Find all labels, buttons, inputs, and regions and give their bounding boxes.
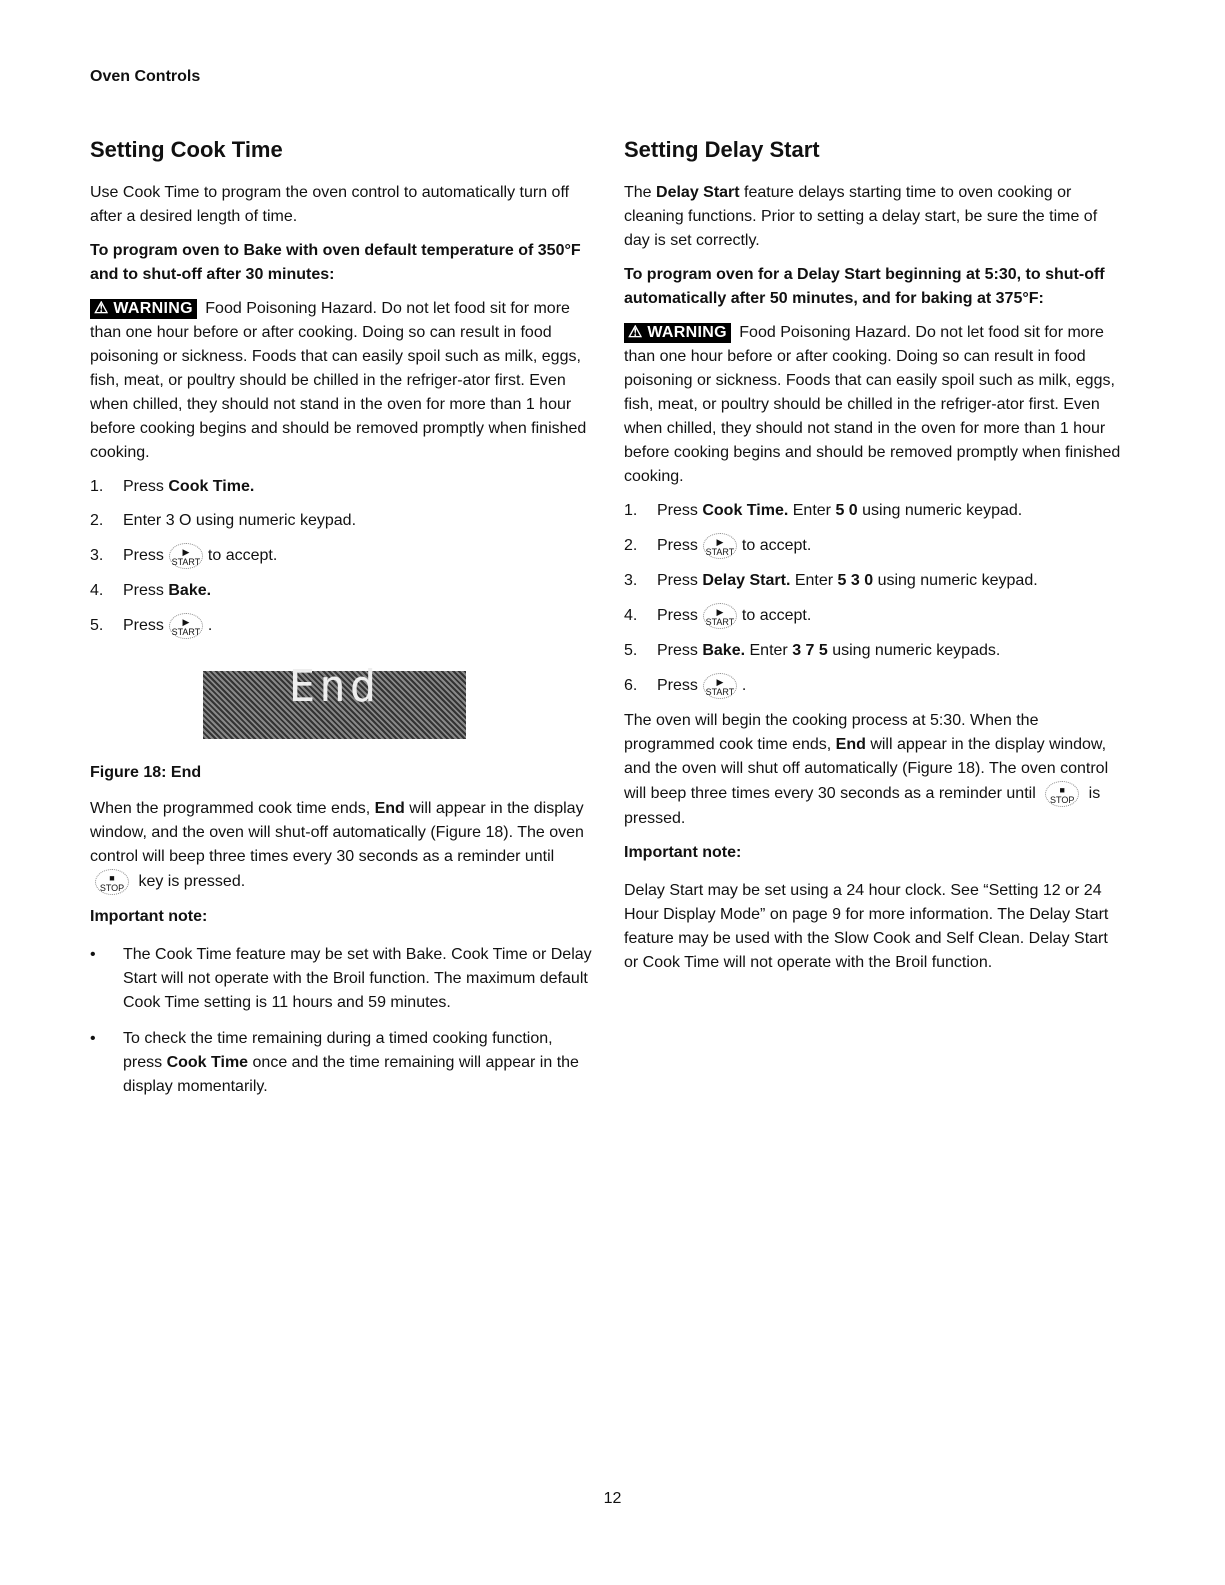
delay-start-section (624, 135, 1126, 985)
step-text: Press (123, 478, 164, 495)
start-key-icon: ▶ START (703, 533, 737, 559)
cook-time-section (90, 135, 595, 1111)
step-2 (90, 509, 595, 533)
warning-badge: ⚠ WARNING (90, 299, 197, 319)
important-note-heading: Important note: (90, 908, 208, 925)
warning-text: Food Poisoning Hazard. Do not let food sit for more than one hour before or after cooking. Doing so can result in food poisoning or sickness. Foods that can easily spoil such as milk, eggs, fish, meat, or poultry should be chilled in the refriger-ator first. Even when chilled, they should not stand in the oven for more than 1 hour before cooking begins and should be removed promptly when finished cooking. (624, 324, 1121, 485)
step-1 (90, 475, 595, 499)
list-item: • The Cook Time feature may be set with Bake. Cook Time or Delay Start will not operate with the Broil function. The maximum default Cook Time setting is 11 hours and 59 minutes. (90, 943, 595, 1015)
step-4: 4. Press ▶ START to accept. (624, 603, 1126, 629)
step-number: 4. (624, 607, 638, 624)
step-3: 3. Press Delay Start. Enter 5 3 0 using numeric keypad. (624, 569, 1126, 593)
cook-time-steps (90, 475, 595, 639)
step-number: 2. (90, 512, 104, 529)
start-key-icon: ▶ START (703, 603, 737, 629)
step-key-name: Cook Time. (168, 478, 255, 495)
delay-start-warning (624, 321, 1126, 489)
step-text-after: to accept. (207, 547, 278, 564)
step-5: 5. Press Bake. Enter 3 7 5 using numeric keypads. (624, 639, 1126, 663)
start-key-icon: ▶ START (169, 543, 203, 569)
cook-time-instruction: To program oven to Bake with oven default temperature of 350°F and to shut-off after 30 minutes: (90, 242, 581, 283)
step-key-name: Bake. (168, 582, 212, 599)
delay-start-intro: The Delay Start feature delays starting time to oven cooking or cleaning functions. Prior to setting a delay start, be sure the time of day is set correctly. (624, 184, 1098, 249)
step-number: 2. (624, 537, 638, 554)
step-number: 4. (90, 582, 104, 599)
step-number: 5. (624, 642, 638, 659)
step-text: Press (123, 547, 164, 564)
warning-text: Food Poisoning Hazard. Do not let food sit for more than one hour before or after cooking. Doing so can result in food poisoning or sickness. Foods that can easily spoil such as milk, eggs, fish, meat, or poultry should be chilled in the refriger-ator first. Even when chilled, they should not stand in the oven for more than 1 hour before cooking begins and should be removed promptly when finished cooking. (90, 300, 587, 461)
oven-display-figure (203, 661, 466, 739)
page-number: 12 (603, 1490, 622, 1507)
step-text-after: . (207, 617, 213, 634)
section-header: Oven Controls (90, 68, 201, 85)
step-3 (90, 543, 595, 569)
bullet-icon: • (90, 1030, 96, 1047)
delay-start-steps (624, 499, 1126, 699)
step-number: 1. (90, 478, 104, 495)
cook-time-title: Setting Cook Time (90, 137, 283, 162)
cook-time-end-paragraph: When the programmed cook time ends, End will appear in the display window, and the oven will shut-off automatically (Figure 18). The oven control will beep three times every 30 seconds as a reminder until ■ STOP key is pressed. (90, 800, 584, 893)
figure-caption: Figure 18: End (90, 764, 202, 781)
delay-start-title: Setting Delay Start (624, 137, 820, 162)
important-note-heading: Important note: (624, 844, 742, 861)
step-number: 3. (90, 547, 104, 564)
step-number: 3. (624, 572, 638, 589)
step-5 (90, 613, 595, 639)
start-key-icon: ▶ START (169, 613, 203, 639)
cook-time-warning (90, 297, 595, 465)
step-text: Press (123, 617, 164, 634)
delay-start-end-paragraph: The oven will begin the cooking process at 5:30. When the programmed cook time ends, End will appear in the display window, and the oven will shut off automatically (Figure 18). The oven control will beep three times every 30 seconds as a reminder until ■ STOP is pressed. (624, 712, 1109, 827)
display-readout: End (288, 661, 381, 712)
step-6: 6. Press ▶ START . (624, 673, 1126, 699)
step-2: 2. Press ▶ START to accept. (624, 533, 1126, 559)
cook-time-intro: Use Cook Time to program the oven control to automatically turn off after a desired length of time. (90, 184, 570, 225)
important-note-list (90, 943, 595, 1099)
stop-key-icon: ■ STOP (1045, 781, 1079, 807)
delay-start-instruction: To program oven for a Delay Start beginning at 5:30, to shut-off automatically after 50 minutes, and for baking at 375°F: (624, 266, 1105, 307)
step-text: Enter 3 O using numeric keypad. (123, 512, 357, 529)
list-item: • To check the time remaining during a timed cooking function, press Cook Time once and the time remaining will appear in the display momentarily. (90, 1027, 595, 1099)
step-number: 6. (624, 677, 638, 694)
warning-badge: ⚠ WARNING (624, 323, 731, 343)
important-note-text: Delay Start may be set using a 24 hour clock. See “Setting 12 or 24 Hour Display Mode” on page 9 for more information. The Delay Start feature may be used with the Slow Cook and Self Clean. Delay Start or Cook Time will not operate with the Broil function. (624, 882, 1109, 971)
start-key-icon: ▶ START (703, 673, 737, 699)
step-text: Press (123, 582, 164, 599)
stop-key-icon: ■ STOP (95, 869, 129, 895)
step-number: 1. (624, 502, 638, 519)
step-4 (90, 579, 595, 603)
step-number: 5. (90, 617, 104, 634)
bullet-icon: • (90, 946, 96, 963)
step-1: 1. Press Cook Time. Enter 5 0 using numeric keypad. (624, 499, 1126, 523)
